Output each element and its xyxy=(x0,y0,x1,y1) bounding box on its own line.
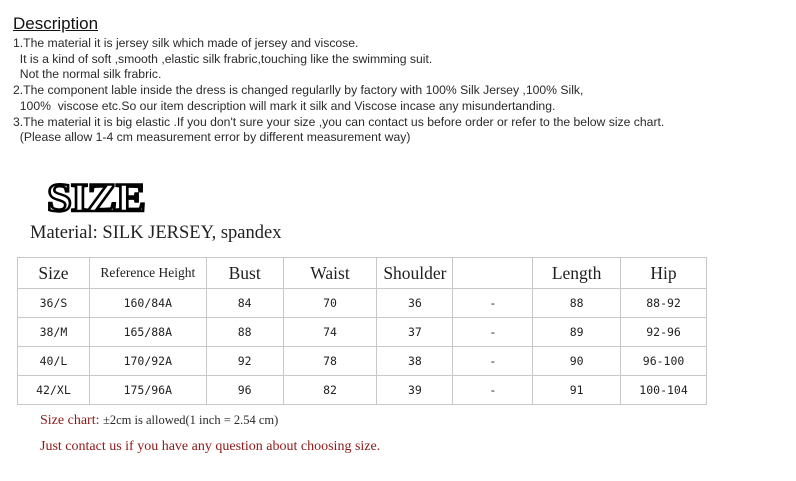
cell-hip: 88-92 xyxy=(621,289,707,318)
material-label: Material: SILK JERSEY, spandex xyxy=(30,223,282,243)
cell-reference-height: 170/92A xyxy=(89,347,206,376)
cell-shoulder: 37 xyxy=(377,318,453,347)
description-line: 100% viscose etc.So our item description will mark it silk and Viscose incase any misundertanding. xyxy=(13,98,556,113)
cell-size: 42/XL xyxy=(18,376,90,405)
cell-waist: 74 xyxy=(283,318,377,347)
header-reference-height: Reference Height xyxy=(89,258,206,289)
cell-reference-height: 175/96A xyxy=(89,376,206,405)
cell-size: 38/M xyxy=(18,318,90,347)
description-line: It is a kind of soft ,smooth ,elastic silk frabric,touching like the swimming suit. xyxy=(13,51,433,66)
cell-shoulder: 38 xyxy=(377,347,453,376)
cell-shoulder: 36 xyxy=(377,289,453,318)
size-table-header-row xyxy=(18,258,707,289)
header-bust: Bust xyxy=(206,258,283,289)
cell-bust: 92 xyxy=(206,347,283,376)
table-row xyxy=(18,289,707,318)
cell-bust: 96 xyxy=(206,376,283,405)
cell-length: 90 xyxy=(533,347,621,376)
description-line: (Please allow 1-4 cm measurement error by different measurement way) xyxy=(13,130,411,145)
cell-dash: - xyxy=(453,376,533,405)
description-title: Description xyxy=(13,14,99,33)
size-chart-note xyxy=(40,413,278,429)
cell-bust: 88 xyxy=(206,318,283,347)
cell-length: 91 xyxy=(533,376,621,405)
table-row xyxy=(18,318,707,347)
cell-shoulder: 39 xyxy=(377,376,453,405)
cell-bust: 84 xyxy=(206,289,283,318)
cell-length: 88 xyxy=(533,289,621,318)
size-heading: SIZE xyxy=(47,175,145,220)
description-line: 1.The material it is jersey silk which made of jersey and viscose. xyxy=(13,36,359,50)
description-line: Not the normal silk frabric. xyxy=(13,67,162,82)
cell-waist: 82 xyxy=(283,376,377,405)
table-row xyxy=(18,347,707,376)
cell-dash: - xyxy=(453,347,533,376)
cell-waist: 70 xyxy=(283,289,377,318)
header-empty xyxy=(453,258,533,289)
cell-size: 36/S xyxy=(18,289,90,318)
header-waist: Waist xyxy=(283,258,377,289)
header-size: Size xyxy=(18,258,90,289)
header-shoulder: Shoulder xyxy=(377,258,453,289)
cell-dash: - xyxy=(453,318,533,347)
table-row xyxy=(18,376,707,405)
cell-hip: 100-104 xyxy=(621,376,707,405)
description-section xyxy=(13,14,783,146)
cell-reference-height: 165/88A xyxy=(89,318,206,347)
cell-hip: 96-100 xyxy=(621,347,707,376)
cell-hip: 92-96 xyxy=(621,318,707,347)
cell-size: 40/L xyxy=(18,347,90,376)
cell-reference-height: 160/84A xyxy=(89,289,206,318)
size-table xyxy=(17,257,707,405)
cell-waist: 78 xyxy=(283,347,377,376)
cell-dash: - xyxy=(453,289,533,318)
size-chart-label: Size chart: xyxy=(40,413,100,428)
description-line: 2.The component lable inside the dress is changed regularlly by factory with 100% Silk Jersey ,100% Silk, xyxy=(13,83,584,98)
header-length: Length xyxy=(533,258,621,289)
description-line: 3.The material it is big elastic .If you don't sure your size ,you can contact us before order or refer to the below size chart. xyxy=(13,114,665,129)
cell-length: 89 xyxy=(533,318,621,347)
contact-note: Just contact us if you have any question about choosing size. xyxy=(40,439,381,454)
header-hip: Hip xyxy=(621,258,707,289)
size-chart-tolerance: ±2cm is allowed(1 inch = 2.54 cm) xyxy=(102,413,279,427)
